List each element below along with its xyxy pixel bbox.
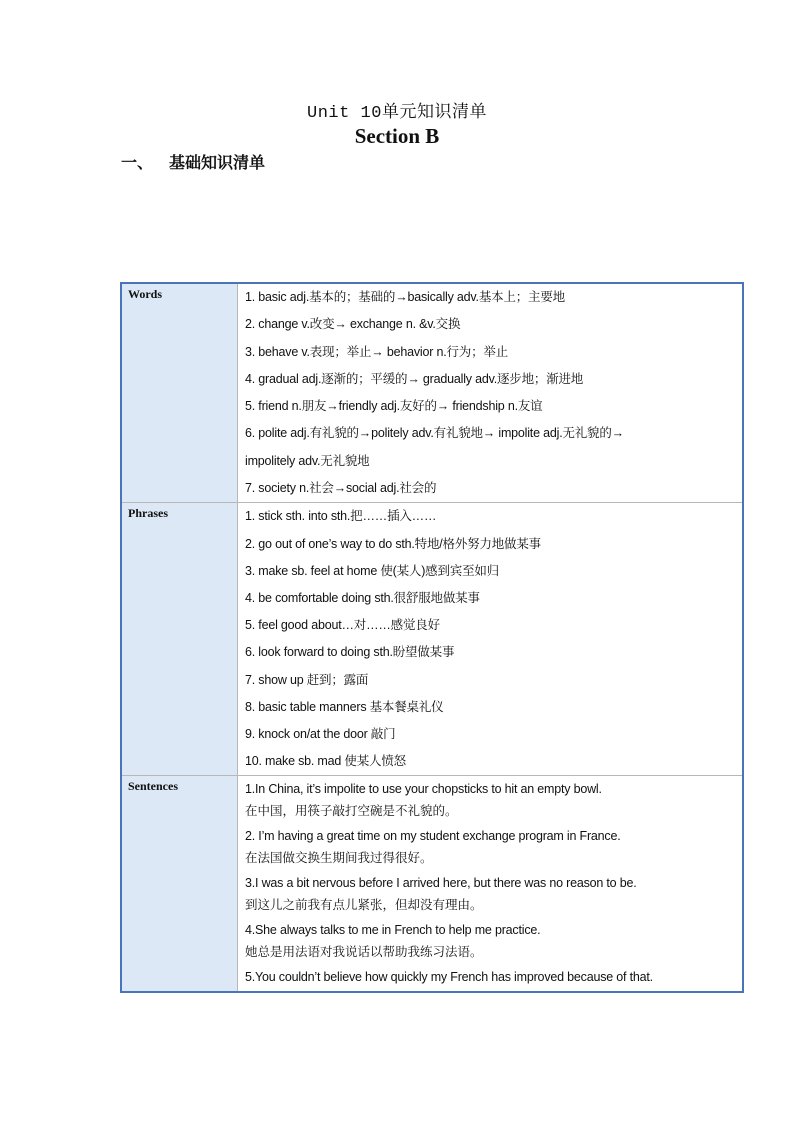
phrase-item: 3. make sb. feel at home 使(某人)感到宾至如归 <box>245 563 499 578</box>
word-item: 7. society n.社会→social adj.社会的 <box>245 481 437 496</box>
word-item: 4. gradual adj.逐渐的；平缓的→ gradually adv.逐步地；渐进地 <box>245 371 584 386</box>
phrase-item: 5. feel good about…对……感觉良好 <box>245 618 440 633</box>
words-label: Words <box>121 283 238 503</box>
phrase-item: 9. knock on/at the door 敲门 <box>245 727 396 741</box>
words-cell <box>238 283 744 503</box>
sentences-row <box>121 776 743 993</box>
section-title: Section B <box>354 124 440 148</box>
sentences-label: Sentences <box>121 776 238 993</box>
word-item: 1. basic adj.基本的；基础的→basically adv.基本上；主要地 <box>245 290 565 304</box>
section-heading <box>121 150 265 173</box>
words-row <box>121 283 743 503</box>
sentence-english: 3.I was a bit nervous before I arrived here, but there was no reason to be. <box>245 876 637 891</box>
sentence-english: 4.She always talks to me in French to help me practice. <box>245 923 541 938</box>
phrases-cell <box>238 503 744 776</box>
knowledge-table <box>120 282 744 993</box>
phrases-row <box>121 503 743 776</box>
phrase-item: 2. go out of one’s way to do sth.特地/格外努力地做某事 <box>245 536 541 551</box>
unit-title: Unit 10单元知识清单 <box>307 104 487 123</box>
phrase-item: 7. show up 赶到；露面 <box>245 672 369 687</box>
phrase-item: 8. basic table manners 基本餐桌礼仪 <box>245 699 444 714</box>
heading-text: 基础知识清单 <box>169 153 266 172</box>
word-item: 6. polite adj.有礼貌的→politely adv.有礼貌地→ impolite adj.无礼貌的→ <box>245 426 624 441</box>
phrases-label: Phrases <box>121 503 238 776</box>
phrase-item: 10. make sb. mad 使某人愤怒 <box>245 754 406 769</box>
phrase-item: 4. be comfortable doing sth.很舒服地做某事 <box>245 590 480 605</box>
word-item: 2. change v.改变→ exchange n. &v.交换 <box>245 317 461 332</box>
word-item: 3. behave v.表现；举止→ behavior n.行为；举止 <box>245 344 508 359</box>
sentence-chinese: 在法国做交换生期间我过得很好。 <box>245 851 433 866</box>
phrase-item: 6. look forward to doing sth.盼望做某事 <box>245 645 455 660</box>
sentences-cell <box>238 776 744 993</box>
word-item: 5. friend n.朋友→friendly adj.友好的→ friendship n.友谊 <box>245 399 543 414</box>
phrase-item: 1. stick sth. into sth.把……插入…… <box>245 509 437 524</box>
sentence-chinese: 到这儿之前我有点儿紧张，但却没有理由。 <box>245 898 483 913</box>
sentence-english: 5.You couldn’t believe how quickly my French has improved because of that. <box>245 970 653 985</box>
sentence-english: 1.In China, it’s impolite to use your chopsticks to hit an empty bowl. <box>245 782 602 797</box>
sentence-chinese: 她总是用法语对我说话以帮助我练习法语。 <box>245 945 483 960</box>
sentence-chinese: 在中国，用筷子敲打空碗是不礼貌的。 <box>245 804 458 819</box>
word-item-continued: impolitely adv.无礼貌地 <box>245 453 370 468</box>
sentence-english: 2. I’m having a great time on my student exchange program in France. <box>245 829 621 844</box>
heading-number: 一、 <box>121 153 154 172</box>
